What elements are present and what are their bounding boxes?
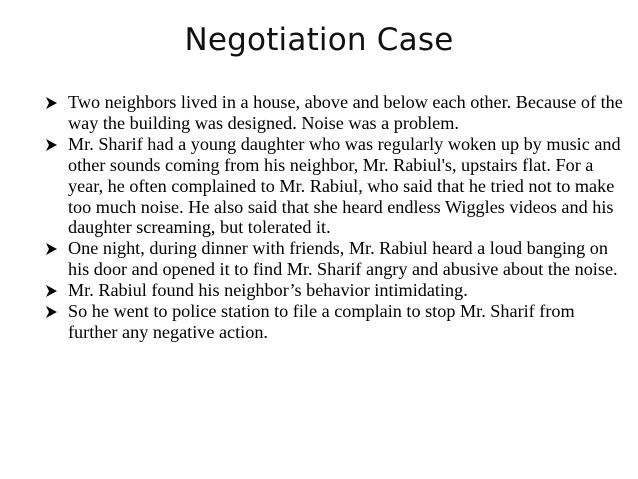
arrow-bullet-icon xyxy=(44,138,58,152)
bullet-item xyxy=(44,280,624,301)
arrow-bullet-icon xyxy=(44,284,58,298)
bullet-text: Mr. Sharif had a young daughter who was regularly woken up by music and other sounds coming from his neighbor, Mr. Rabiul's, upstairs flat. For a year, he often complained to Mr. Rabiul, who said that he tried not to make too much noise. He also said that she heard endless Wiggles videos and his daughter screaming, but tolerated it. xyxy=(68,133,621,238)
bullet-item xyxy=(44,134,624,239)
bullet-text: Two neighbors lived in a house, above and below each other. Because of the way the building was designed. Noise was a problem. xyxy=(68,92,623,133)
bullet-item xyxy=(44,92,624,134)
bullet-text: One night, during dinner with friends, Mr. Rabiul heard a loud banging on his door and opened it to find Mr. Sharif angry and abusive about the noise. xyxy=(68,238,618,280)
slide-title: Negotiation Case xyxy=(184,22,454,58)
bullet-text: So he went to police station to file a complain to stop Mr. Sharif from further any negative action. xyxy=(68,301,575,342)
bullet-item xyxy=(44,238,624,280)
bullet-list xyxy=(44,92,624,343)
bullet-item xyxy=(44,301,624,343)
arrow-bullet-icon xyxy=(44,242,58,256)
arrow-bullet-icon xyxy=(44,96,58,110)
arrow-bullet-icon xyxy=(44,305,58,319)
bullet-text: Mr. Rabiul found his neighbor’s behavior intimidating. xyxy=(68,280,468,301)
